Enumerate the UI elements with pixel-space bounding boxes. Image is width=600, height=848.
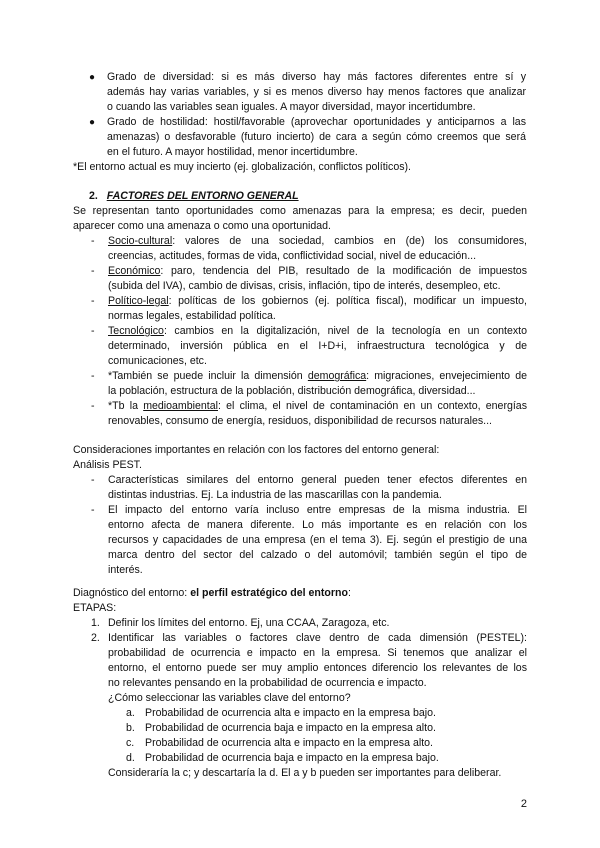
- factor-med-line-1: *Tb la medioambiental: el clima, el nivel de contaminación en un contexto, energías: [108, 400, 527, 412]
- dash-marker: -: [91, 265, 95, 277]
- option-d-key: d.: [126, 752, 135, 764]
- factor-dem-line-2: la población, estructura de la población, distribución demográfica, diversidad...: [108, 385, 476, 397]
- option-b-text: Probabilidad de ocurrencia baja e impacto en la empresa alto.: [145, 722, 436, 734]
- factor-dem-line-1: *También se puede incluir la dimensión demográfica: migraciones, envejecimiento de: [108, 370, 527, 382]
- factor-eco-line-1: Económico: paro, tendencia del PIB, resultado de la modificación de impuestos: [108, 265, 527, 277]
- consideration-2-line-3: recursos y capacidades de una empresa (en el tema 3). Ej. según el prestigio de una: [108, 534, 527, 546]
- hostility-line-3: en el futuro. A mayor hostilidad, menor incertidumbre.: [107, 146, 358, 158]
- step-1-number: 1.: [91, 617, 100, 629]
- factor-med-line-2: renovables, consumo de energía, residuos, disponibilidad de recursos naturales...: [108, 415, 492, 427]
- step-2-line-3: entorno, el entorno puede ser muy amplio entonces diferencio los relevantes de los: [108, 662, 527, 674]
- consideration-2-line-1: El impacto del entorno varía incluso entre empresas de la misma industria. El: [108, 504, 527, 516]
- factor-tec-line-1: Tecnológico: cambios en la digitalización, nivel de la tecnología en un contexto: [108, 325, 527, 337]
- section-2-intro-1: Se representan tanto oportunidades como amenazas para la empresa; es decir, pueden: [73, 205, 527, 217]
- consideration-1-line-2: distintas industrias. Ej. La industria de las mascarillas con la pandemia.: [108, 489, 442, 501]
- etapas-label: ETAPAS:: [73, 602, 117, 614]
- dash-marker: -: [91, 235, 95, 247]
- pest-label: Análisis PEST.: [73, 459, 142, 471]
- consideration-2-line-5: interés.: [108, 564, 143, 576]
- dash-marker: -: [91, 370, 95, 382]
- step-2-number: 2.: [91, 632, 100, 644]
- factor-eco-line-2: (subida del IVA), cambio de divisas, crisis, inflación, tipo de interés, desempleo, etc.: [108, 280, 501, 292]
- dash-marker: -: [91, 504, 95, 516]
- hostility-line-2: amenazas) o desfavorable (futuro incierto) de cara a según cómo creemos que será: [107, 131, 526, 143]
- factor-pol-line-1: Político-legal: políticas de los gobiernos (ej. política fiscal), modificar un impuesto,: [108, 295, 527, 307]
- selection-question: ¿Cómo seleccionar las variables clave del entorno?: [108, 692, 351, 704]
- factor-socio-line-1: Socio-cultural: valores de una sociedad, cambios en (de) los consumidores,: [108, 235, 527, 247]
- factor-tec-line-3: comunicaciones, etc.: [108, 355, 207, 367]
- dash-marker: -: [91, 295, 95, 307]
- option-a-text: Probabilidad de ocurrencia alta e impacto en la empresa bajo.: [145, 707, 436, 719]
- note-uncertain: *El entorno actual es muy incierto (ej. globalización, conflictos políticos).: [73, 161, 411, 173]
- diversity-line-3: o cuando las variables sean iguales. A mayor diversidad, mayor incertidumbre.: [107, 101, 476, 113]
- consideration-2-line-4: marca dentro del sector del calzado o del automóvil; también según el tipo de: [108, 549, 527, 561]
- dash-marker: -: [91, 474, 95, 486]
- hostility-line-1: Grado de hostilidad: hostil/favorable (aprovechar oportunidades y anticiparnos a las: [107, 116, 526, 128]
- consideration-1-line-1: Características similares del entorno general pueden tener efectos diferentes en: [108, 474, 527, 486]
- section-2-heading: 2. FACTORES DEL ENTORNO GENERAL: [89, 190, 299, 202]
- step-2-line-4: no relevantes pensando en la probabilidad de ocurrencia e impacto.: [108, 677, 427, 689]
- bullet-dot: ●: [89, 72, 96, 83]
- factor-pol-line-2: normas legales, estabilidad política.: [108, 310, 276, 322]
- page-number: 2: [520, 798, 527, 810]
- option-c-text: Probabilidad de ocurrencia alta e impacto en la empresa alto.: [145, 737, 433, 749]
- option-b-key: b.: [126, 722, 135, 734]
- option-a-key: a.: [126, 707, 135, 719]
- option-c-key: c.: [126, 737, 135, 749]
- factor-tec-line-2: determinado, inversión pública en el I+D+i, infraestructura tecnológica y de: [108, 340, 527, 352]
- dash-marker: -: [91, 400, 95, 412]
- option-d-text: Probabilidad de ocurrencia baja e impacto en la empresa bajo.: [145, 752, 439, 764]
- diversity-line-2: además hay varias variables, y si es menos diverso hay menos factores que analizar: [107, 86, 526, 98]
- step-2-line-2: probabilidad de ocurrencia e impacto en la empresa. Si tenemos que analizar el: [108, 647, 527, 659]
- considerations-heading: Consideraciones importantes en relación con los factores del entorno general:: [73, 444, 440, 456]
- step-1-text: Definir los límites del entorno. Ej, una CCAA, Zaragoza, etc.: [108, 617, 390, 629]
- bullet-dot: ●: [89, 117, 96, 128]
- section-2-intro-2: aparecer como una amenaza o como una oportunidad.: [73, 220, 331, 232]
- diversity-line-1: Grado de diversidad: si es más diverso hay más factores diferentes entre sí y: [107, 71, 526, 83]
- step-2-line-1: Identificar las variables o factores clave dentro de cada dimensión (PESTEL):: [108, 632, 527, 644]
- diagnosis-heading: Diagnóstico del entorno: el perfil estratégico del entorno:: [73, 587, 351, 599]
- dash-marker: -: [91, 325, 95, 337]
- factor-socio-line-2: creencias, actitudes, formas de vida, conflictividad social, nivel de educación...: [108, 250, 477, 262]
- final-conclusion: Consideraría la c; y descartaría la d. El a y b pueden ser importantes para deliberar.: [108, 767, 502, 779]
- consideration-2-line-2: entorno afecta de manera diferente. Lo más importante es en relación con los: [108, 519, 527, 531]
